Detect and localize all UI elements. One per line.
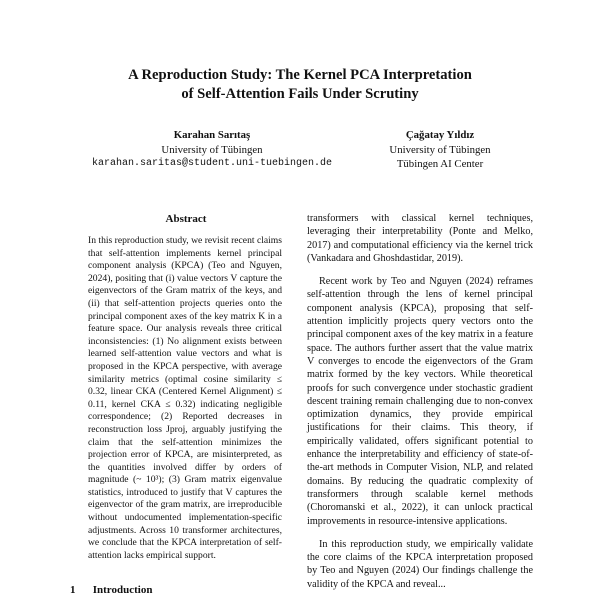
author-block-2: [330, 128, 550, 172]
author-institute: Tübingen AI Center: [396, 158, 484, 170]
title-line-1: A Reproduction Study: The Kernel PCA Interpretation: [128, 67, 472, 83]
title-line-2: of Self-Attention Fails Under Scrutiny: [181, 86, 419, 102]
paragraph-2: Recent work by Teo and Nguyen (2024) reframes self-attention through the lens of kernel principal component analysis (KPCA), proposing that self-attention implicitly projects query vectors onto the principal component axes of the key matrix in a feature space. The authors further assert that the value matrix V converges to encode the eigenvectors of the Gram matrix formed by the key vectors. While theoretical proofs for such convergence under stochastic gradient descent training remain challenging due to non-convex optimization dynamics, they provide empirical justifications for their claims. This theory, if empirically validated, offers significant potential to enhance the interpretability and efficiency of state-of-the-art methods in Computer Vision, NLP, and related domains. By reducing the quadratic complexity of transformers through scalable kernel methods (Choromanski et al., 2022), it can unlock practical improvements in resource-intensive applications.: [307, 276, 533, 527]
paper-title: [0, 66, 600, 104]
author-email: karahan.saritas@student.uni-tuebingen.de: [91, 158, 333, 169]
section-title: Introduction: [92, 584, 153, 596]
author-name: Çağatay Yıldız: [405, 129, 475, 141]
right-column-text: [307, 212, 533, 601]
paragraph-3: In this reproduction study, we empirically validate the core claims of the KPCA interpretation proposed by Teo and Nguyen (2024) Our findings challenge the validity of the KPCA and reveal...: [307, 538, 533, 590]
abstract-heading: Abstract: [165, 213, 207, 225]
section-heading-introduction: [70, 584, 152, 596]
author-name: Karahan Sarıtaş: [173, 129, 251, 141]
section-number: 1: [70, 584, 76, 596]
author-block-1: [62, 128, 362, 172]
author-affiliation: University of Tübingen: [161, 143, 263, 156]
abstract-text: In this reproduction study, we revisit recent claims that self-attention implements kernel principal component analysis (KPCA) (Teo and Nguyen, 2024), positing that (i) value vectors V capture the eigenvectors of the Gram matrix of the keys, and (ii) that self-attention projects queries onto the principal component axes of the key matrix K in a feature space. Our analysis reveals three critical inconsistencies: (1) No alignment exists between learned self-attention value vectors and what is proposed in the KPCA perspective, with average similarity metrics (optimal cosine similarity ≤ 0.32, linear CKA (Centered Kernel Alignment) ≤ 0.11, kernel CKA ≤ 0.32) indicating negligible correspondence; (2) Reported decreases in reconstruction loss Jproj, arguably justifying the claim that the self-attention minimizes the projection error of KPCA, are misinterpreted, as the quantities involved differ by orders of magnitude (~ 10³); (3) Gram matrix eigenvalue statistics, introduced to justify that V captures the eigenvector of the gram matrix, are irreproducible without undocumented implementation-specific adjustments. Across 10 transformer architectures, we conclude that the KPCA interpretation of self-attention lacks empirical support.: [88, 235, 282, 561]
paragraph-1: transformers with classical kernel techniques, leveraging their interpretability (Ponte and Melko, 2017) and computational efficiency via the kernel trick (Vankadara and Ghoshdastidar, 2019).: [307, 213, 533, 264]
author-affiliation: University of Tübingen: [389, 143, 491, 156]
